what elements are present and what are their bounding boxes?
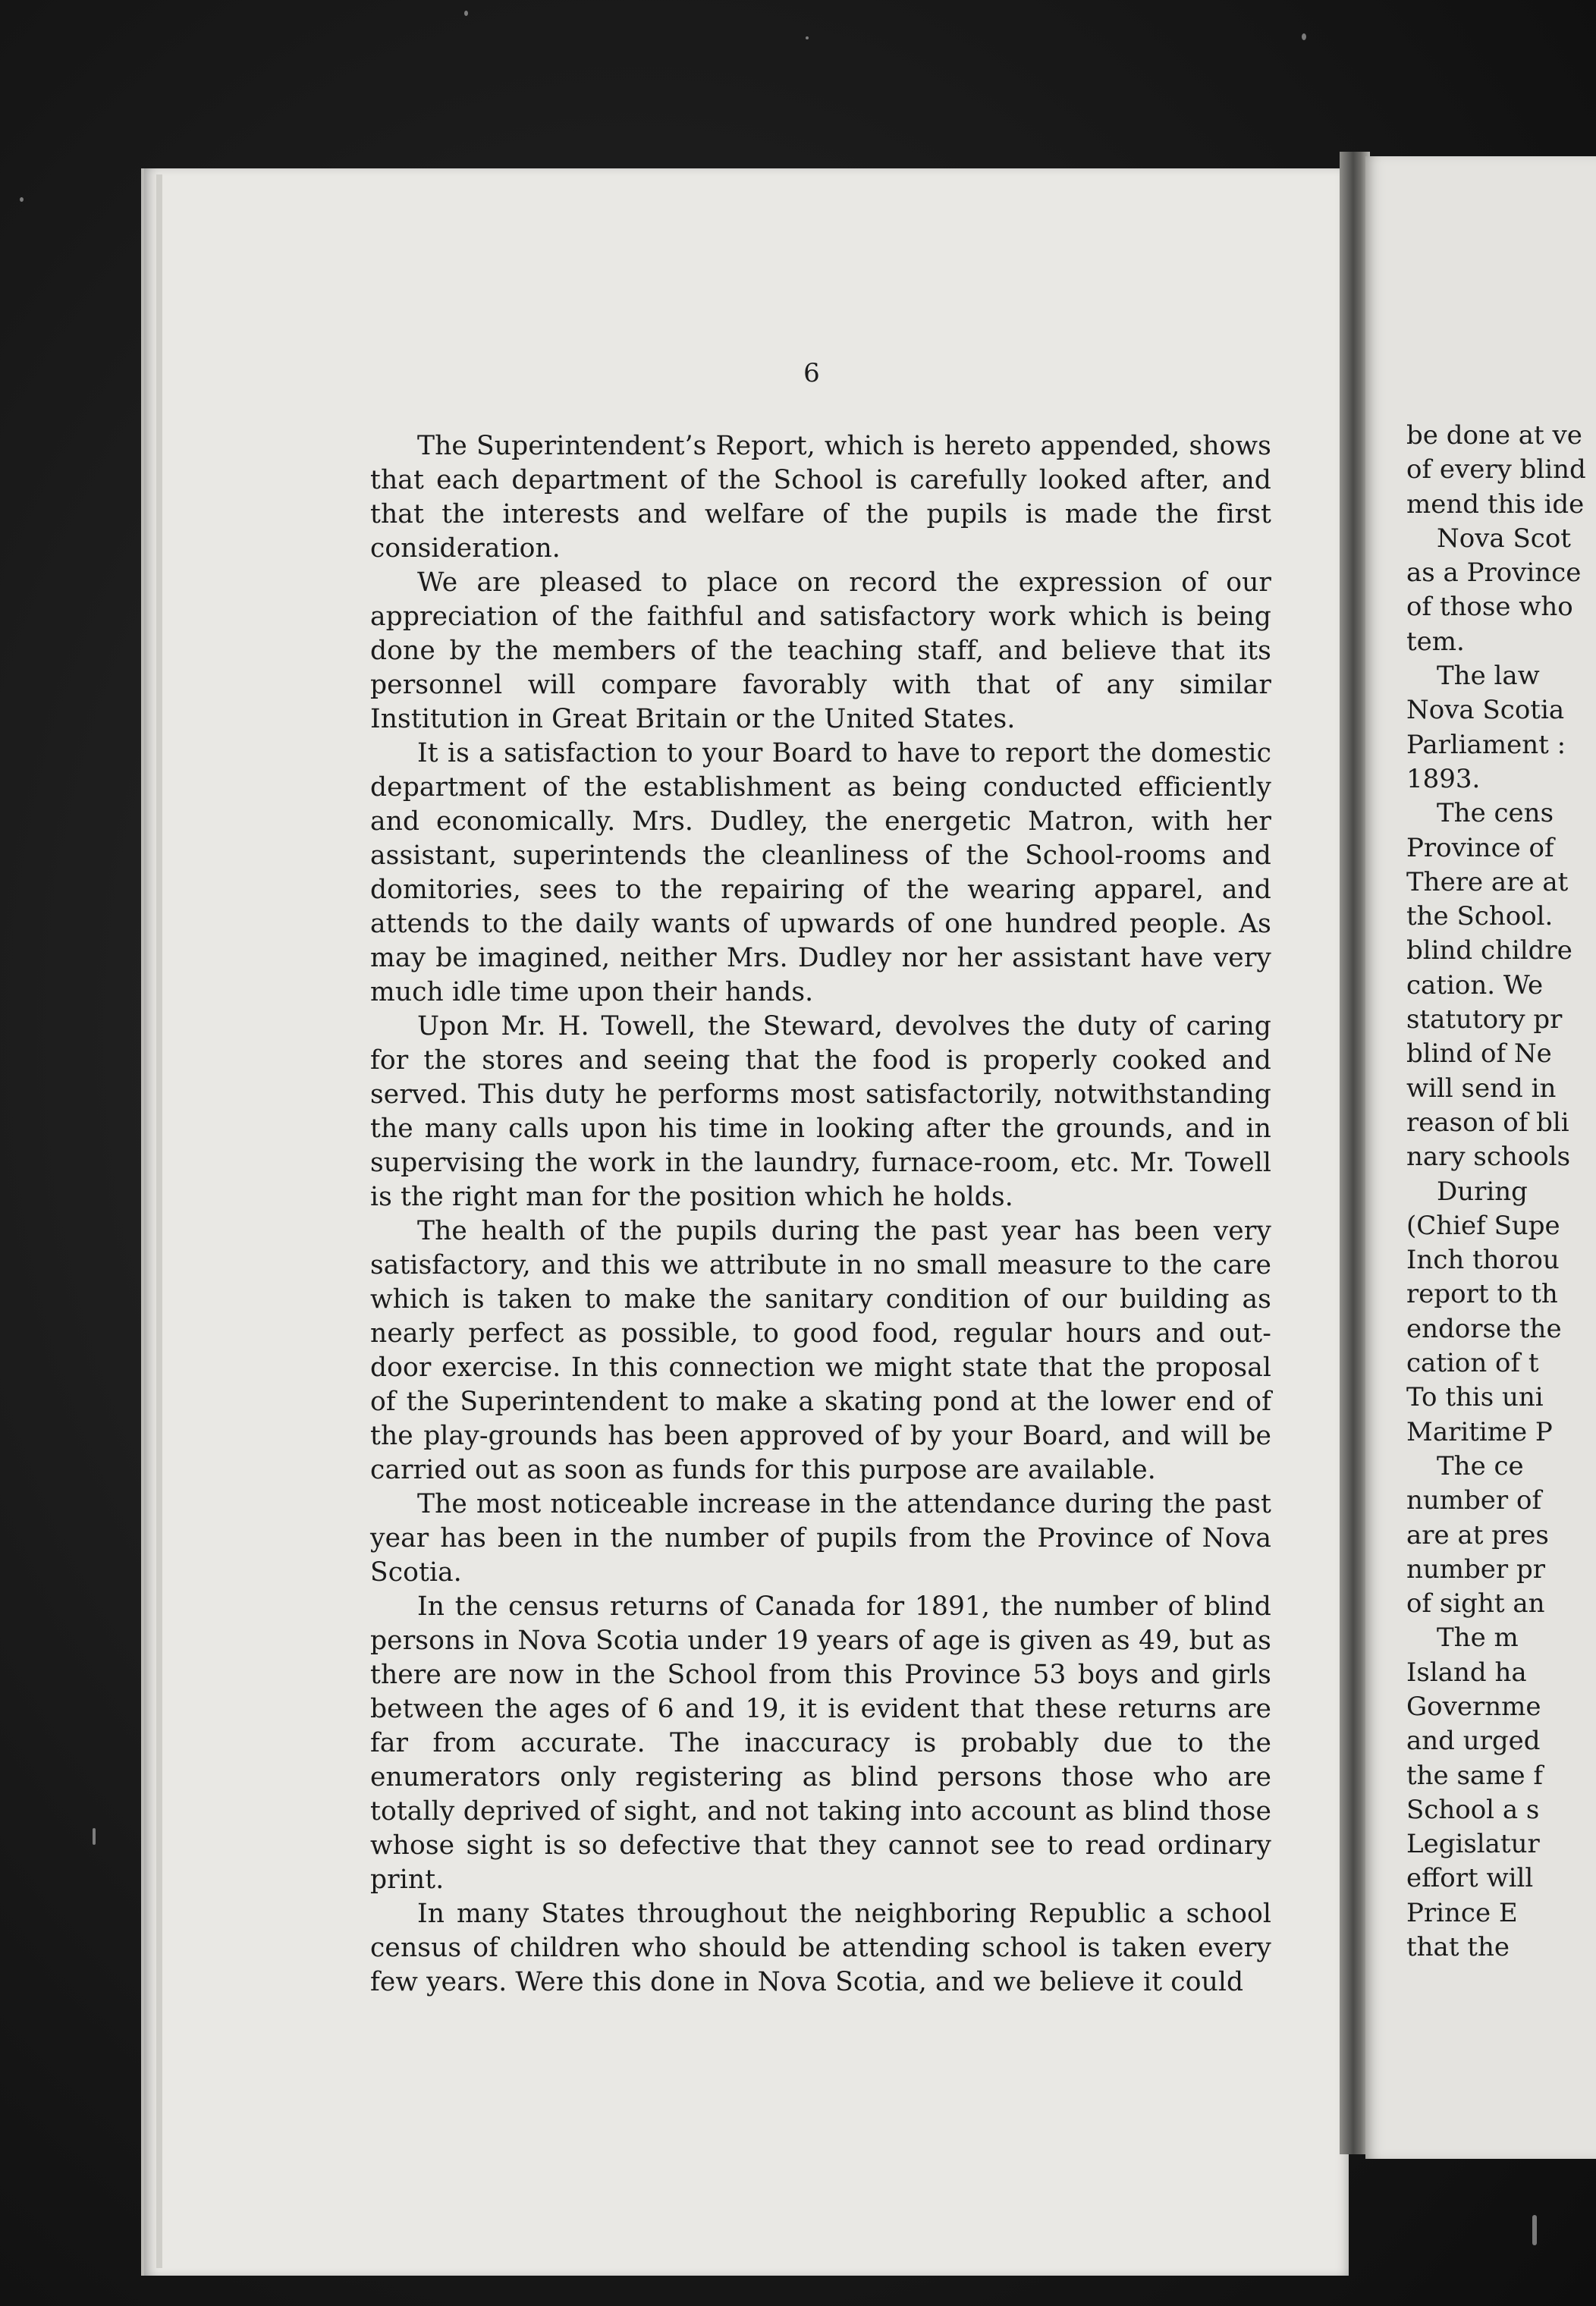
- paragraph-health: The health of the pupils during the past year has been very satisfactory, and this we attribute in no small measure to the care which is taken to make the sanitary condition of our building as nearly perfect as possible, to good food, regular hours and out-door exercise. In this connection we might state that the proposal of the Superintendent to make a skating pond at the lower end of the play-grounds has been approved of by your Board, and will be carried out as soon as funds for this purpose are available.: [370, 1216, 1271, 1485]
- right-page-line: During: [1437, 1176, 1528, 1207]
- right-page-text: [1406, 419, 1596, 1965]
- right-page-line: reason of bli: [1406, 1107, 1569, 1138]
- paragraph-domestic-department: It is a satisfaction to your Board to have to report the domestic department of the establishment as being conducted efficiently and economically. Mrs. Dudley, the energetic Matron, with her assistant, superintends the cleanliness of the School-rooms and domitories, sees to the repairing of the wearing apparel, and attends to the daily wants of upwards of one hundred people. As may be imagined, neither Mrs. Dudley nor her assistant have very much idle time upon their hands.: [370, 738, 1271, 1007]
- right-page-line: Province of: [1406, 832, 1554, 863]
- right-page-line: and urged: [1406, 1726, 1541, 1757]
- right-page-line: There are at: [1406, 866, 1569, 897]
- right-page-line: 1893.: [1406, 763, 1481, 794]
- right-page-line: are at pres: [1406, 1519, 1549, 1550]
- right-page-line: (Chief Supe: [1406, 1210, 1560, 1241]
- right-page-line: Nova Scot: [1437, 523, 1571, 554]
- paragraph-census: In the census returns of Canada for 1891, the number of blind persons in Nova Scotia under 19 years of age is given as 49, but as there are now in the School from this Province 53 boys and girls between the ages of 6 and 19, it is evident that these returns are far from accurate. The inaccuracy is probably due to the enumerators only registering as blind persons those who are totally deprived of sight, and not taking into account as blind those whose sight is so defective that they cannot see to read ordinary print.: [370, 1591, 1271, 1895]
- right-page-line: Parliament :: [1406, 729, 1566, 760]
- right-page-line: number of: [1406, 1485, 1542, 1516]
- right-page-line: that the: [1406, 1932, 1510, 1963]
- dust-speck: [1532, 2215, 1537, 2245]
- right-page-line: number pr: [1406, 1554, 1545, 1585]
- right-page-line: Legislatur: [1406, 1829, 1540, 1860]
- dust-speck: [93, 1828, 96, 1845]
- paragraph-school-census: In many States throughout the neighboring Republic a school census of children who should be attending school is taken every few years. Were this done in Nova Scotia, and we believe it could: [370, 1899, 1271, 1997]
- right-page-line: be done at ve: [1406, 420, 1582, 451]
- right-page-line: To this uni: [1406, 1382, 1544, 1413]
- right-page-line: The cens: [1437, 798, 1554, 829]
- right-page-line: tem.: [1406, 626, 1465, 657]
- left-page-edge: [156, 174, 162, 2268]
- right-page-line: Inch thorou: [1406, 1245, 1560, 1276]
- right-page-line: School a s: [1406, 1794, 1540, 1825]
- right-page-line: Maritime P: [1406, 1416, 1553, 1447]
- right-page-line: cation of t: [1406, 1348, 1539, 1379]
- right-page-line: The m: [1437, 1623, 1519, 1654]
- right-page-line: the School.: [1406, 901, 1554, 932]
- right-page-line: nary schools: [1406, 1142, 1571, 1173]
- left-page-text: [370, 429, 1271, 2000]
- right-page-line: blind childre: [1406, 935, 1572, 966]
- right-page-line: effort will: [1406, 1863, 1534, 1894]
- right-page-line: of every blind: [1406, 454, 1586, 485]
- paragraph-teaching-staff: We are pleased to place on record the expression of our appreciation of the faithful and satisfactory work which is being done by the members of the teaching staff, and believe that its personnel will compare favorably with that of any similar Institution in Great Britain or the United States.: [370, 567, 1271, 734]
- paragraph-superintendent-report: The Superintendent’s Report, which is hereto appended, shows that each department of the School is carefully looked after, and that the interests and welfare of the pupils is made the first consideration.: [370, 431, 1271, 564]
- dust-speck: [806, 36, 809, 39]
- right-page-line: of those who: [1406, 592, 1573, 623]
- right-page-line: The ce: [1437, 1450, 1524, 1481]
- right-page-line: Governme: [1406, 1691, 1541, 1722]
- right-page-line: cation. We: [1406, 969, 1544, 1001]
- right-page-line: Prince E: [1406, 1897, 1518, 1928]
- right-page-line: Nova Scotia: [1406, 695, 1565, 726]
- right-page: [1365, 156, 1596, 2159]
- dust-speck: [464, 11, 468, 16]
- right-page-line: mend this ide: [1406, 489, 1585, 520]
- page-number: 6: [803, 358, 820, 388]
- right-page-line: as a Province: [1406, 558, 1582, 589]
- right-page-line: statutory pr: [1406, 1004, 1563, 1035]
- right-page-line: blind of Ne: [1406, 1038, 1552, 1070]
- right-page-line: the same f: [1406, 1760, 1543, 1791]
- right-page-line: report to th: [1406, 1279, 1558, 1310]
- right-page-line: The law: [1437, 661, 1540, 692]
- paragraph-steward: Upon Mr. H. Towell, the Steward, devolves the duty of caring for the stores and seeing that the food is properly cooked and served. This duty he performs most satisfactorily, notwithstanding the many calls upon his time in looking after the grounds, and in supervising the work in the laundry, furnace-room, etc. Mr. Towell is the right man for the position which he holds.: [370, 1011, 1271, 1212]
- paragraph-attendance: The most noticeable increase in the attendance during the past year has been in the number of pupils from the Province of Nova Scotia.: [370, 1489, 1271, 1588]
- right-page-line: Island ha: [1406, 1657, 1527, 1688]
- dust-speck: [1302, 33, 1306, 40]
- dust-speck: [20, 197, 24, 202]
- right-page-line: of sight an: [1406, 1588, 1545, 1620]
- right-page-line: will send in: [1406, 1073, 1557, 1104]
- right-page-line: endorse the: [1406, 1313, 1562, 1344]
